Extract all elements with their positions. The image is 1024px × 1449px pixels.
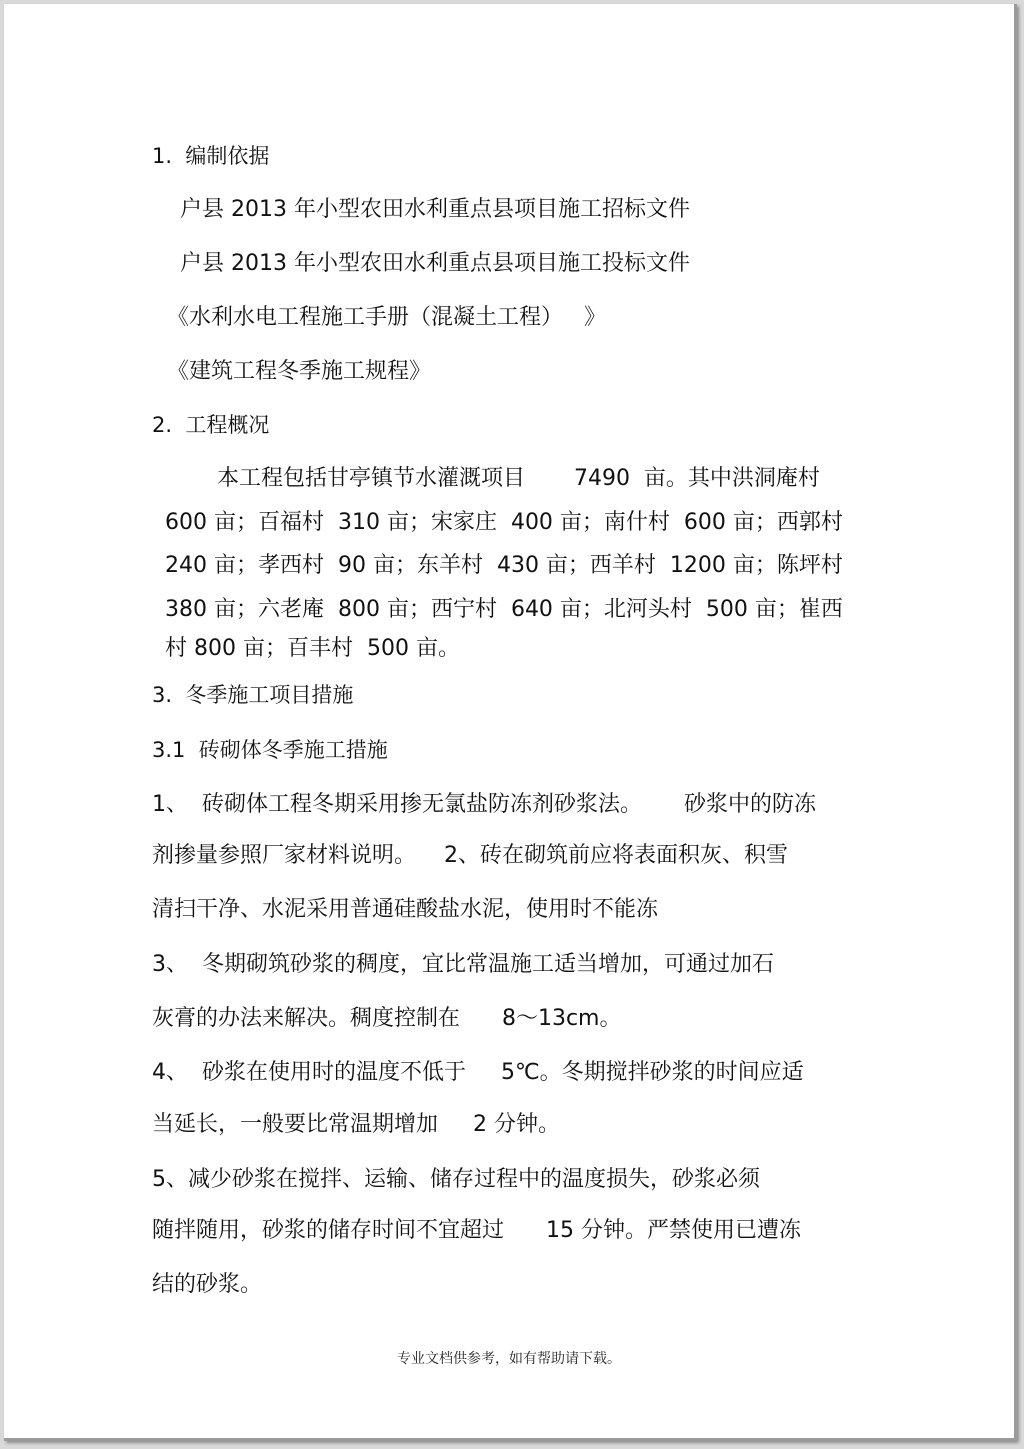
overview-line: 600 亩；百福村 310 亩；宋家庄 400 亩；南什村 600 亩；西郭村 <box>165 510 843 535</box>
measure-line: 5、减少砂浆在搅拌、运输、储存过程中的温度损失，砂浆必须 <box>152 1167 760 1192</box>
document-page <box>4 4 1017 1441</box>
basis-item: 《水利水电工程施工手册（混凝土工程） 》 <box>167 305 606 330</box>
measure-line: 3、 冬期砌筑砂浆的稠度，宜比常温施工适当增加，可通过加石 <box>152 952 774 977</box>
section-3-heading: 3. 冬季施工项目措施 <box>152 683 354 707</box>
overview-line: 240 亩；孝西村 90 亩；东羊村 430 亩；西羊村 1200 亩；陈坪村 <box>165 553 843 578</box>
basis-item: 户县 2013 年小型农田水利重点县项目施工投标文件 <box>180 251 690 276</box>
overview-line: 村 800 亩；百丰村 500 亩。 <box>165 636 460 661</box>
measure-line: 当延长，一般要比常温期增加 2 分钟。 <box>152 1112 560 1137</box>
section-3-1-heading: 3.1 砖砌体冬季施工措施 <box>152 738 388 762</box>
page-footer: 专业文档供参考，如有帮助请下载。 <box>397 1351 621 1367</box>
measure-line: 1、 砖砌体工程冬期采用掺无氯盐防冻剂砂浆法。 砂浆中的防冻 <box>152 792 816 817</box>
measure-line: 结的砂浆。 <box>152 1272 263 1297</box>
measure-line: 灰膏的办法来解决。稠度控制在 8～13cm。 <box>152 1006 622 1031</box>
section-1-heading: 1. 编制依据 <box>152 144 270 168</box>
overview-line: 380 亩；六老庵 800 亩；西宁村 640 亩；北河头村 500 亩；崔西 <box>165 597 843 622</box>
basis-item: 户县 2013 年小型农田水利重点县项目施工招标文件 <box>180 197 690 222</box>
measure-line: 剂掺量参照厂家材料说明。 2、砖在砌筑前应将表面积灰、积雪 <box>152 843 788 868</box>
measure-line: 清扫干净、水泥采用普通硅酸盐水泥，使用时不能冻 <box>152 897 659 922</box>
measure-line: 4、 砂浆在使用时的温度不低于 5℃。冬期搅拌砂浆的时间应适 <box>152 1060 804 1085</box>
basis-item: 《建筑工程冬季施工规程》 <box>167 359 432 384</box>
measure-line: 随拌随用，砂浆的储存时间不宜超过 15 分钟。严禁使用已遭冻 <box>152 1218 801 1243</box>
section-2-heading: 2. 工程概况 <box>152 413 270 437</box>
overview-line: 本工程包括甘亭镇节水灌溉项目 7490 亩。其中洪洞庵村 <box>217 466 820 491</box>
